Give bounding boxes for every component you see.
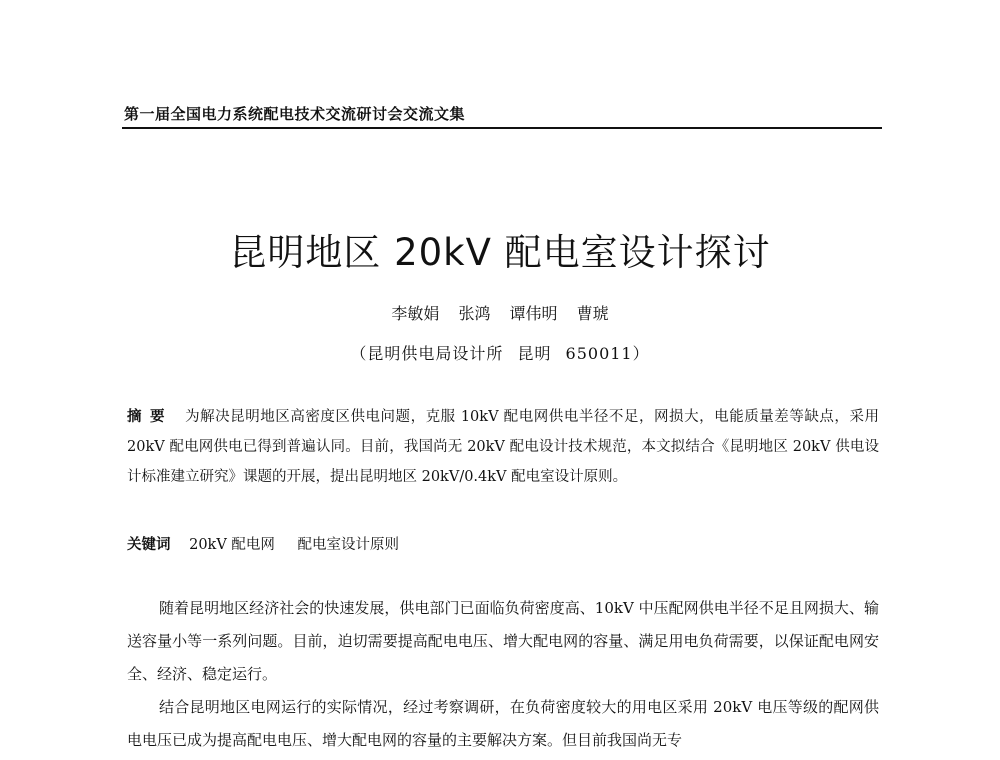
affiliation: （昆明供电局设计所 昆明 650011） — [350, 344, 650, 363]
abstract-label: 摘要 — [127, 409, 174, 425]
abstract — [127, 402, 879, 492]
header-rule — [122, 127, 882, 129]
author-name: 张鸿 — [458, 304, 491, 323]
abstract-text: 为解决昆明地区高密度区供电问题，克服 10kV 配电网供电半径不足，网损大，电能质量差等缺点，采用 20kV 配电网供电已得到普遍认同。目前，我国尚无 20kV 配电设计技术规范，本文拟结合《昆明地区 20kV 供电设计标准建立研究》课题的开展，提出昆明地区 20kV/0.4kV 配电室设计原则。 — [127, 409, 879, 485]
body-paragraph: 结合昆明地区电网运行的实际情况，经过考察调研，在负荷密度较大的用电区采用 20kV 电压等级的配网供电电压已成为提高配电电压、增大配电网的容量的主要解决方案。但目前我国尚无专 — [127, 698, 879, 749]
keyword-item: 20kV 配电网 — [189, 537, 275, 553]
author-list — [0, 301, 1000, 324]
keywords — [127, 533, 879, 554]
paper-title: 昆明地区 20kV 配电室设计探讨 — [229, 231, 771, 274]
author-name: 曹琥 — [576, 304, 609, 323]
body-paragraph: 随着昆明地区经济社会的快速发展，供电部门已面临负荷密度高、10kV 中压配网供电半径不足且网损大、输送容量小等一系列问题。目前，迫切需要提高配电电压、增大配电网的容量、满足用电负荷需要，以保证配电网安全、经济、稳定运行。 — [127, 599, 879, 683]
keywords-label: 关键词 — [127, 537, 171, 553]
running-header: 第一届全国电力系统配电技术交流研讨会交流文集 — [124, 105, 466, 123]
keyword-item: 配电室设计原则 — [297, 537, 400, 553]
body-text — [127, 592, 879, 757]
author-name: 谭伟明 — [509, 304, 558, 323]
author-name: 李敏娟 — [391, 304, 440, 323]
